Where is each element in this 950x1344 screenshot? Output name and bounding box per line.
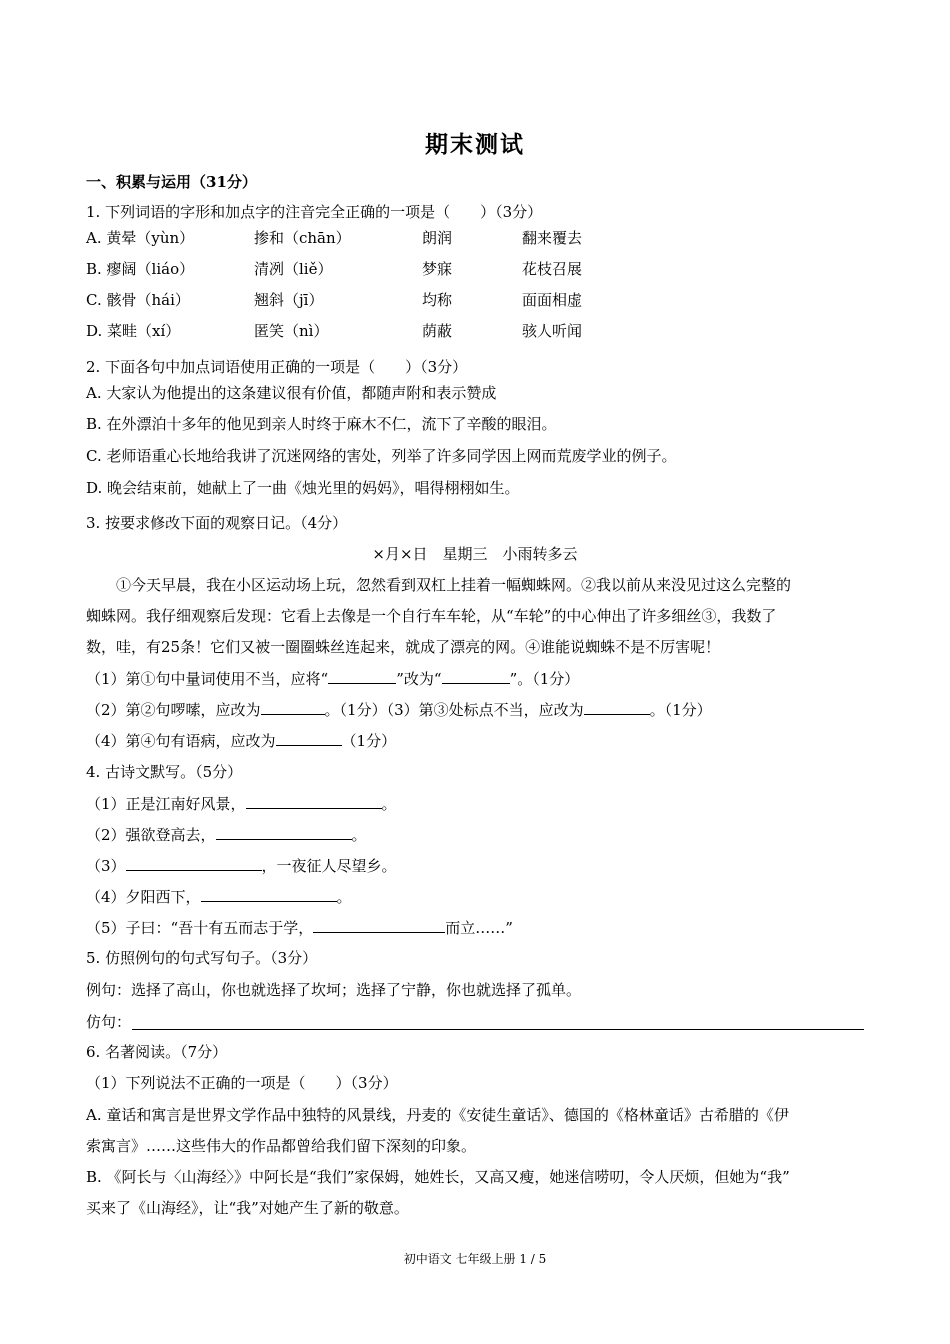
q4-blank-1[interactable] bbox=[246, 793, 382, 809]
q3-stem: 3. 按要求修改下面的观察日记。（4分） bbox=[86, 514, 348, 532]
q1-b-word4: 花枝召展 bbox=[522, 260, 583, 278]
q4-line4: （4）夕阳西下， 。 bbox=[86, 888, 352, 906]
q3-diary-line3: 数，哇，有25条！它们又被一圈圈蛛丝连起来，就成了漂亮的网。④谁能说蜘蛛不是不厉害呢！ bbox=[86, 638, 721, 656]
q1-a-word2: 掺和（chān） bbox=[254, 229, 351, 247]
q2-option-a: A. 大家认为他提出的这条建议很有价值，都随声附和表示赞成 bbox=[86, 384, 497, 402]
q2-option-c: C. 老师语重心长地给我讲了沉迷网络的害处，列举了许多同学因上网而荒废学业的例子。 bbox=[86, 447, 677, 465]
page-title: 期末测试 bbox=[425, 131, 525, 158]
q4-line2: （2）强欲登高去， 。 bbox=[86, 826, 367, 844]
q3-blank-2[interactable] bbox=[442, 668, 510, 684]
q3-blank-5[interactable] bbox=[276, 730, 342, 746]
q3-blank-3[interactable] bbox=[261, 699, 325, 715]
q3-diary-line2: 蜘蛛网。我仔细观察后发现：它看上去像是一个自行车车轮，从“车轮”的中心伸出了许多细丝③，我数了 bbox=[86, 607, 777, 625]
q1-a-word1: A. 黄晕（yùn） bbox=[86, 229, 195, 247]
q5-example: 例句：选择了高山，你也就选择了坎坷；选择了宁静，你也就选择了孤单。 bbox=[86, 981, 582, 999]
q1-c-word2: 翘斜（jī） bbox=[254, 291, 324, 309]
q1-a-word3: 朗润 bbox=[422, 229, 453, 247]
q5-imitate-label: 仿句： bbox=[86, 1013, 132, 1031]
q1-a-word4: 翻来覆去 bbox=[522, 229, 583, 247]
q6-option-b-line1: B. 《阿长与〈山海经〉》中阿长是“我们”家保姆，她姓长，又高又瘦，她迷信唠叨，令人厌烦，但她为“我” bbox=[86, 1168, 790, 1186]
page-footer: 初中语文 七年级上册 1 / 5 bbox=[403, 1252, 547, 1266]
q3-diary-date: ×月×日 星期三 小雨转多云 bbox=[372, 545, 578, 563]
q1-b-word3: 梦寐 bbox=[422, 260, 453, 278]
q1-c-word3: 均称 bbox=[422, 291, 453, 309]
q1-b-word2: 清冽（liě） bbox=[254, 260, 333, 278]
q4-blank-2[interactable] bbox=[216, 824, 352, 840]
q4-line1: （1）正是江南好风景， 。 bbox=[86, 795, 397, 813]
q1-d-word4: 骇人听闻 bbox=[522, 322, 583, 340]
q6-option-b-line2: 买来了《山海经》，让“我”对她产生了新的敬意。 bbox=[86, 1199, 409, 1217]
q5-stem: 5. 仿照例句的句式写句子。（3分） bbox=[86, 949, 318, 967]
q4-stem: 4. 古诗文默写。（5分） bbox=[86, 763, 243, 781]
q3-blank-1[interactable] bbox=[328, 668, 396, 684]
q2-option-d: D. 晚会结束前，她献上了一曲《烛光里的妈妈》，唱得栩栩如生。 bbox=[86, 479, 520, 497]
q4-blank-3[interactable] bbox=[126, 855, 262, 871]
q2-stem: 2. 下面各句中加点词语使用正确的一项是（ ）（3分） bbox=[86, 358, 468, 376]
q4-blank-4[interactable] bbox=[201, 886, 337, 902]
q3-sub4: （4）第④句有语病，应改为 （1分） bbox=[86, 732, 397, 750]
q1-c-word4: 面面相虚 bbox=[522, 291, 583, 309]
q1-d-word3: 荫蔽 bbox=[422, 322, 453, 340]
q3-diary-line1: ①今天早晨，我在小区运动场上玩，忽然看到双杠上挂着一幅蜘蛛网。②我以前从来没见过这么完整的 bbox=[116, 576, 792, 594]
q3-sub1: （1）第①句中量词使用不当，应将“ ”改为“ ”。（1分） bbox=[86, 670, 580, 688]
q6-option-a-line1: A. 童话和寓言是世界文学作品中独特的风景线，丹麦的《安徒生童话》、德国的《格林童话》古希腊的《伊 bbox=[86, 1106, 789, 1124]
q1-c-word1: C. 骸骨（hái） bbox=[86, 291, 190, 309]
q1-b-word1: B. 瘳阔（liáo） bbox=[86, 260, 195, 278]
q2-option-b: B. 在外漂泊十多年的他见到亲人时终于麻木不仁，流下了辛酸的眼泪。 bbox=[86, 415, 557, 433]
q1-stem: 1. 下列词语的字形和加点字的注音完全正确的一项是（ ）（3分） bbox=[86, 203, 543, 221]
q4-line5: （5）子曰：“吾十有五而志于学， 而立……” bbox=[86, 919, 513, 937]
q3-blank-4[interactable] bbox=[584, 699, 650, 715]
q4-line3: （3） ，一夜征人尽望乡。 bbox=[86, 857, 397, 875]
q6-option-a-line2: 索寓言》……这些伟大的作品都曾给我们留下深刻的印象。 bbox=[86, 1137, 477, 1155]
q1-d-word1: D. 菜畦（xí） bbox=[86, 322, 181, 340]
q6-stem: 6. 名著阅读。（7分） bbox=[86, 1043, 228, 1061]
q3-sub2-3: （2）第②句啰嗦，应改为 。（1分）（3）第③处标点不当，应改为 。（1分） bbox=[86, 701, 712, 719]
q5-answer-line[interactable] bbox=[132, 1029, 864, 1030]
q6-sub1: （1）下列说法不正确的一项是（ ）（3分） bbox=[86, 1074, 398, 1092]
q4-blank-5[interactable] bbox=[313, 917, 445, 933]
q1-d-word2: 匿笑（nì） bbox=[254, 322, 329, 340]
section-heading: 一、积累与运用（31分） bbox=[86, 173, 257, 191]
